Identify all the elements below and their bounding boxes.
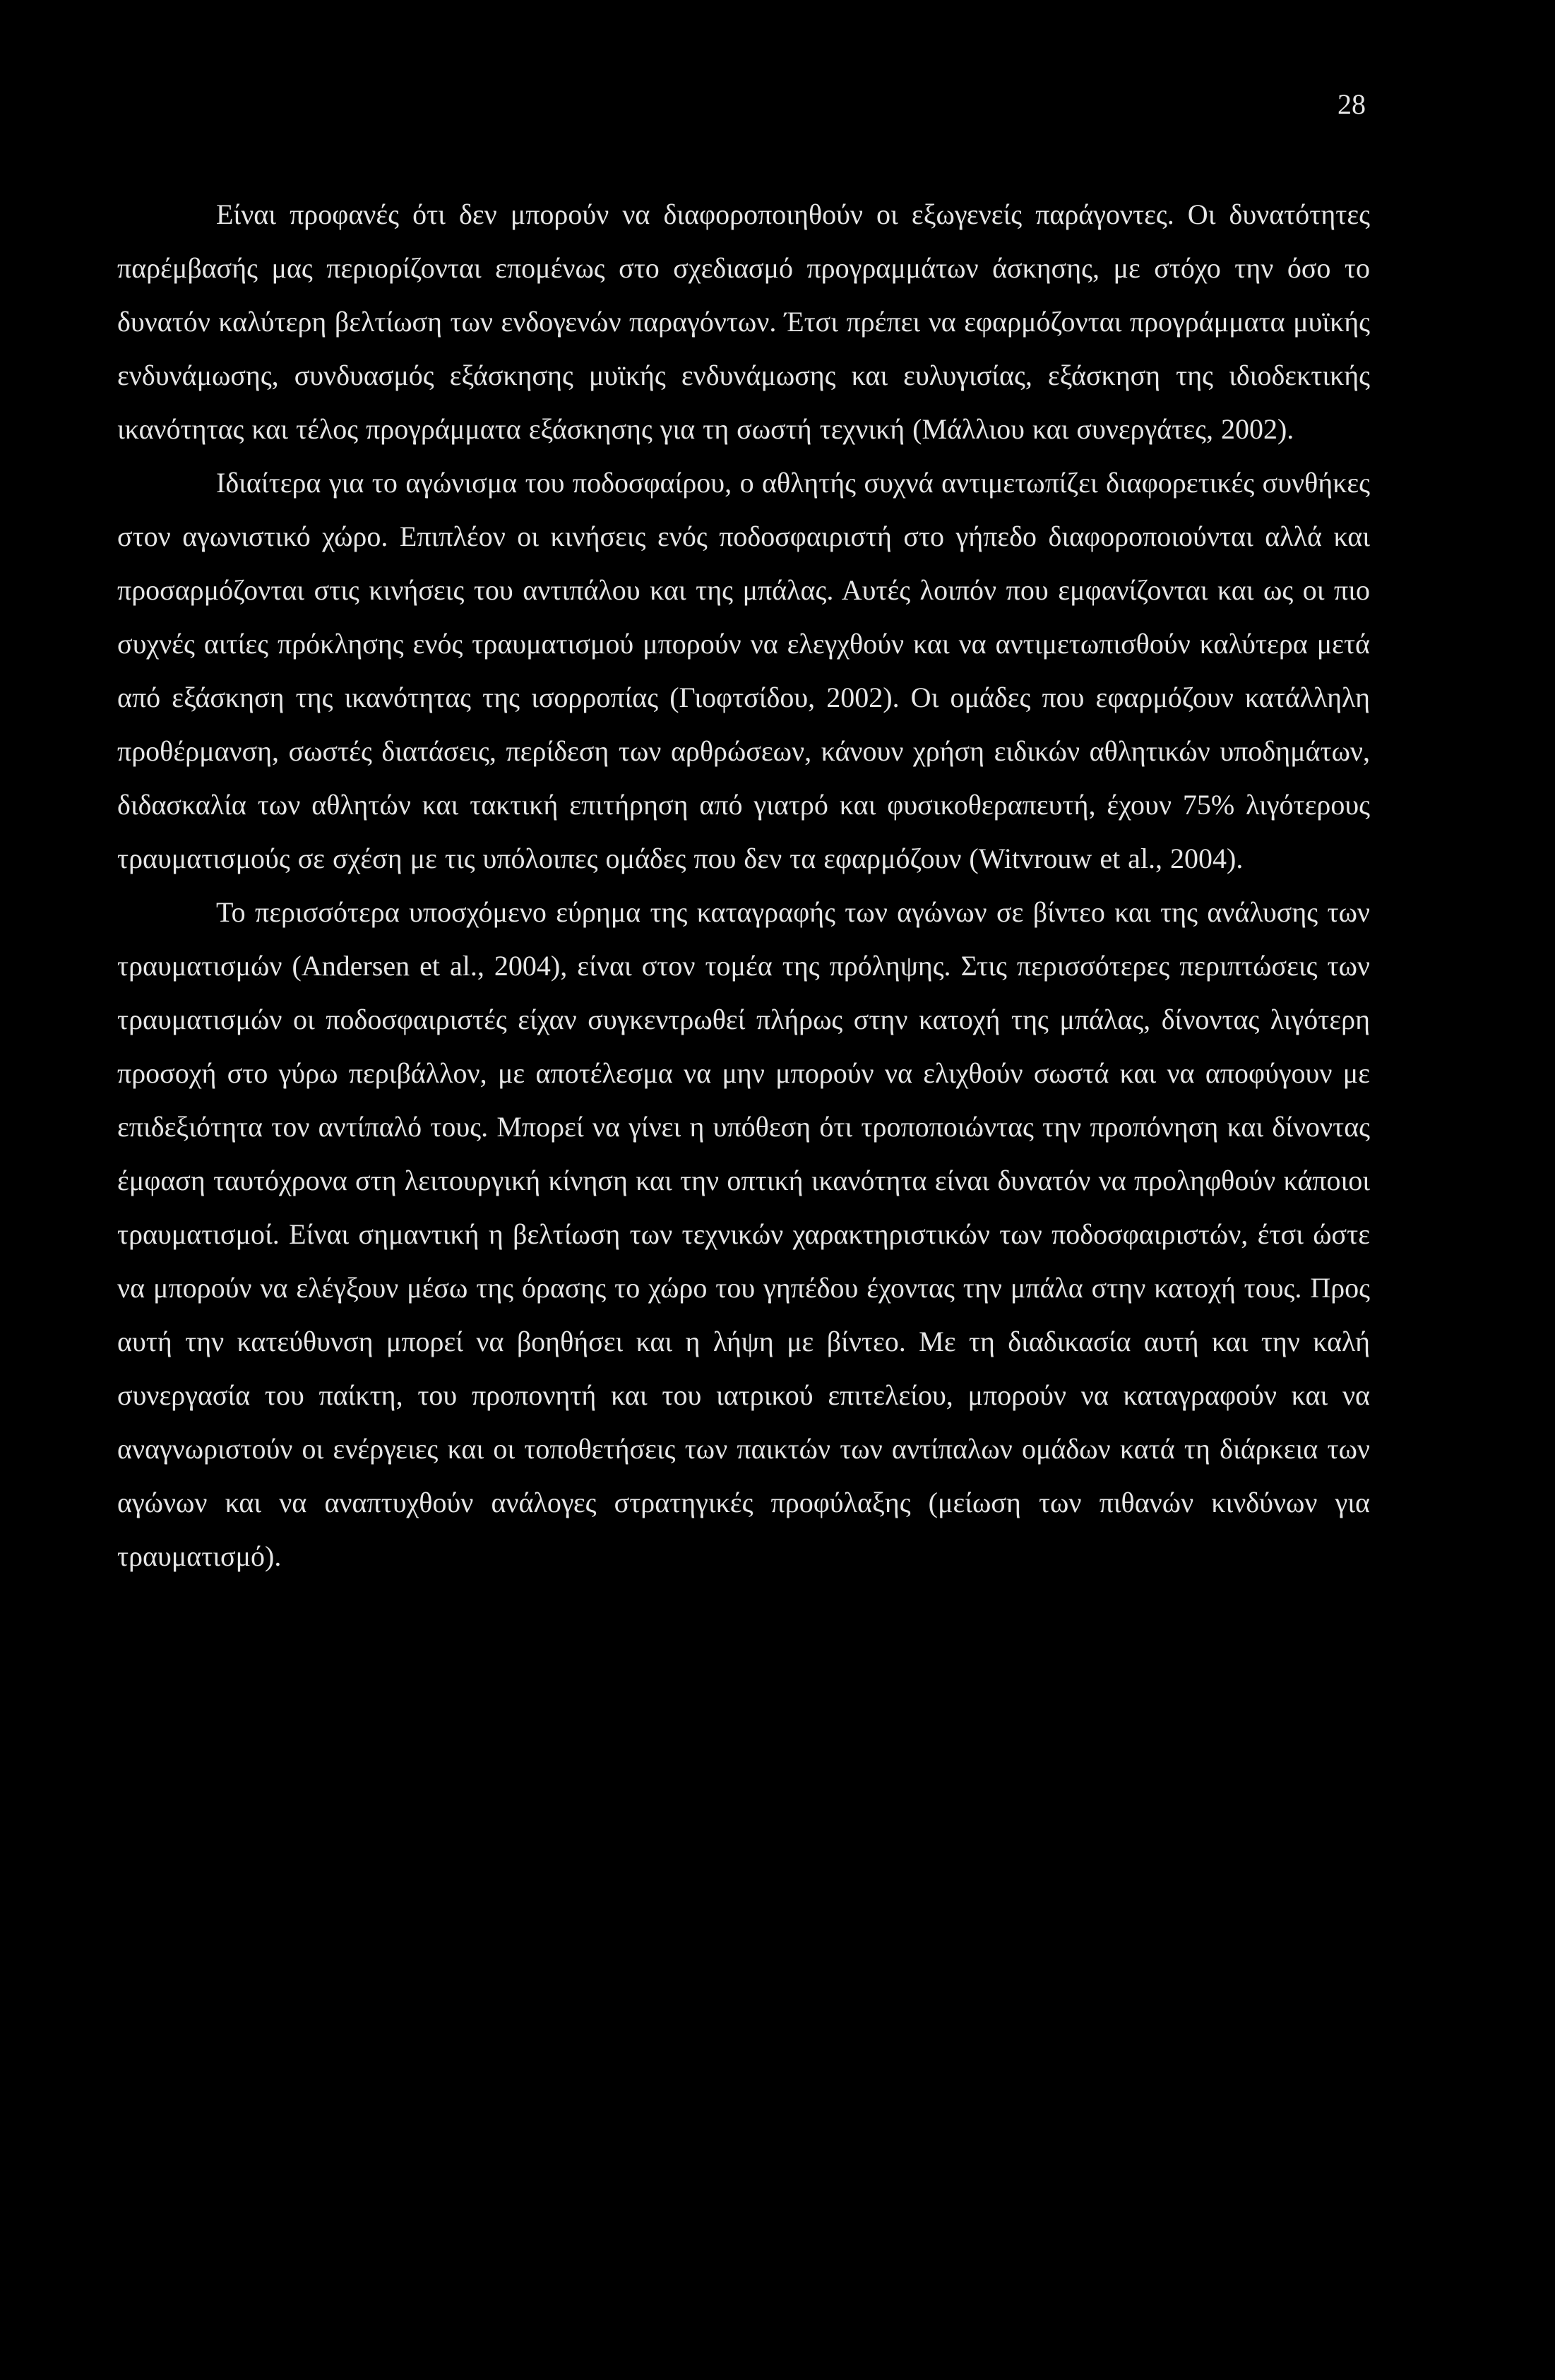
page-number: 28: [1337, 88, 1366, 120]
document-body: [117, 188, 1370, 1583]
paragraph-football-balance: Ιδιαίτερα για το αγώνισμα του ποδοσφαίρου, ο αθλητής συχνά αντιμετωπίζει διαφορετικές συνθήκες στον αγωνιστικό χώρο. Επιπλέον οι κινήσεις ενός ποδοσφαιριστή στο γήπεδο διαφοροποιούνται αλλά και προσαρμόζονται στις κινήσεις του αντιπάλου και της μπάλας. Αυτές λοιπόν που εμφανίζονται και ως οι πιο συχνές αιτίες πρόκλησης ενός τραυματισμού μπορούν να ελεγχθούν και να αντιμετωπισθούν καλύτερα μετά από εξάσκηση της ικανότητας της ισορροπίας (Γιοφτσίδου, 2002). Οι ομάδες που εφαρμόζουν κατάλληλη προθέρμανση, σωστές διατάσεις, περίδεση των αρθρώσεων, κάνουν χρήση ειδικών αθλητικών υποδημάτων, διδασκαλία των αθλητών και τακτική επιτήρηση από γιατρό και φυσικοθεραπευτή, έχουν 75% λιγότερους τραυματισμούς σε σχέση με τις υπόλοιπες ομάδες που δεν τα εφαρμόζουν (Witvrouw et al., 2004).: [117, 467, 1370, 874]
paragraph-exogenous-factors: Είναι προφανές ότι δεν μπορούν να διαφοροποιηθούν οι εξωγενείς παράγοντες. Οι δυνατότητες παρέμβασής μας περιορίζονται επομένως στο σχεδιασμό προγραμμάτων άσκησης, με στόχο την όσο το δυνατόν καλύτερη βελτίωση των ενδογενών παραγόντων. Έτσι πρέπει να εφαρμόζονται προγράμματα μυϊκής ενδυνάμωσης, συνδυασμός εξάσκησης μυϊκής ενδυνάμωσης και ευλυγισίας, εξάσκηση της ιδιοδεκτικής ικανότητας και τέλος προγράμματα εξάσκησης για τη σωστή τεχνική (Μάλλιου και συνεργάτες, 2002).: [117, 198, 1370, 445]
paragraph-video-analysis: Το περισσότερα υποσχόμενο εύρημα της καταγραφής των αγώνων σε βίντεο και της ανάλυσης των τραυματισμών (Andersen et al., 2004), είναι στον τομέα της πρόληψης. Στις περισσότερες περιπτώσεις των τραυματισμών οι ποδοσφαιριστές είχαν συγκεντρωθεί πλήρως στην κατοχή της μπάλας, δίνοντας λιγότερη προσοχή στο γύρω περιβάλλον, με αποτέλεσμα να μην μπορούν να ελιχθούν σωστά και να αποφύγουν με επιδεξιότητα τον αντίπαλό τους. Μπορεί να γίνει η υπόθεση ότι τροποποιώντας την προπόνηση και δίνοντας έμφαση ταυτόχρονα στη λειτουργική κίνηση και την οπτική ικανότητα είναι δυνατόν να προληφθούν κάποιοι τραυματισμοί. Είναι σημαντική η βελτίωση των τεχνικών χαρακτηριστικών των ποδοσφαιριστών, έτσι ώστε να μπορούν να ελέγξουν μέσω της όρασης το χώρο του γηπέδου έχοντας την μπάλα στην κατοχή τους. Προς αυτή την κατεύθυνση μπορεί να βοηθήσει και η λήψη με βίντεο. Με τη διαδικασία αυτή και την καλή συνεργασία του παίκτη, του προπονητή και του ιατρικού επιτελείου, μπορούν να καταγραφούν και να αναγνωριστούν οι ενέργειες και οι τοποθετήσεις των παικτών των αντίπαλων ομάδων κατά τη διάρκεια των αγώνων και να αναπτυχθούν ανάλογες στρατηγικές προφύλαξης (μείωση των πιθανών κινδύνων για τραυματισμό).: [117, 896, 1370, 1572]
